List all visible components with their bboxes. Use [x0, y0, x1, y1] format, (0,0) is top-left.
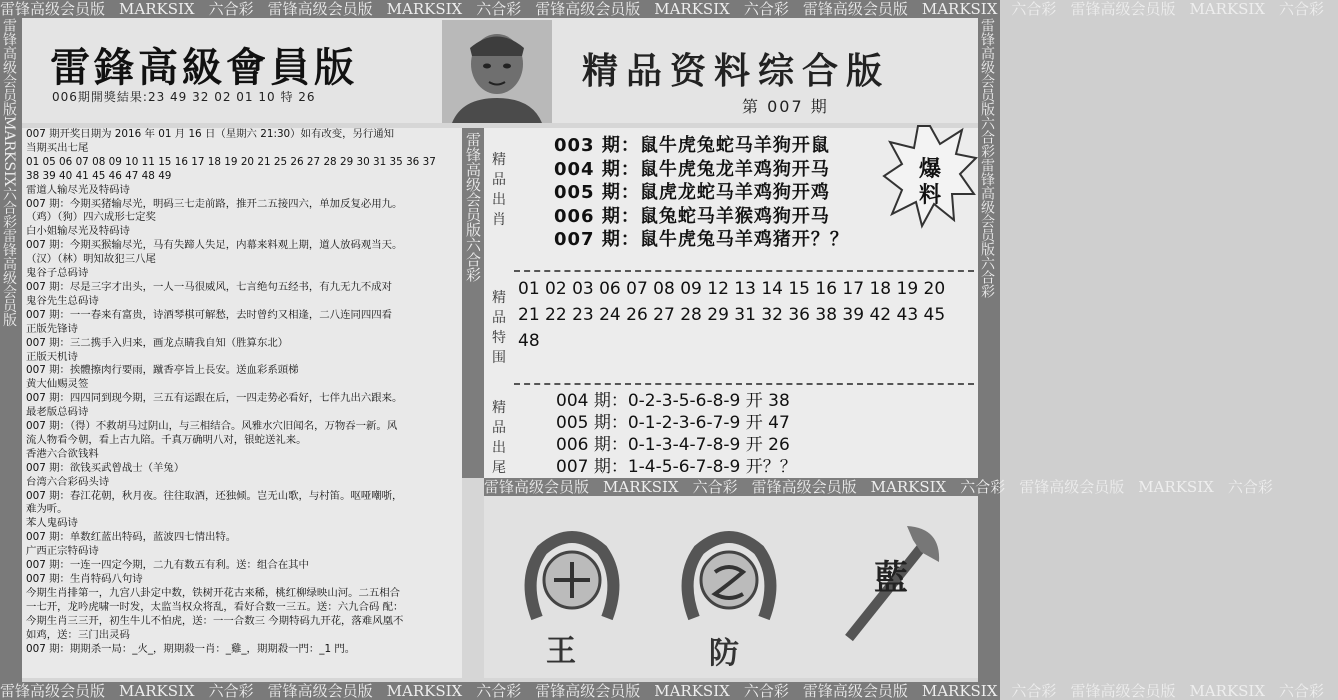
poem-line: 007 期：春江花朝，秋月夜。往往取酒，还独倾。岂无山歌，与村笛。呕哑嘲哳，	[26, 489, 403, 502]
tail-section-label	[488, 398, 510, 478]
poem-line: 007 期：（得）不救胡马过阴山，与三相结合。风雅水穴旧闻名，万物吞一新。风	[26, 420, 398, 433]
banner-text: 雷锋高级会员版	[751, 478, 857, 496]
left-side-band: 雷锋高级会员版MARKSIX六合彩雷锋高级会员版	[0, 18, 22, 682]
banner-text: 雷锋高级会员版	[802, 0, 908, 18]
banner-text: 雷锋高级会员版	[1070, 0, 1176, 18]
tail-row: 006 期：0-1-3-4-7-8-9 开 26	[556, 435, 790, 455]
baoliao-badge	[884, 124, 976, 229]
banner-text: 六合彩	[692, 478, 738, 496]
portrait-image	[442, 20, 552, 123]
banner-text: MARKSIX	[921, 0, 998, 18]
poem-line: 007 期：四四同到现今期，三五有运跟在后，一四走势必看好，七伴九出六跟来。	[26, 392, 403, 405]
divider	[514, 270, 974, 272]
poem-line: 鬼谷子总码诗	[26, 267, 89, 280]
banner-text: MARKSIX	[654, 0, 730, 18]
banner-text: 雷锋高级会员版	[0, 682, 106, 700]
poem-line: 007 期：今期买猴输尽光，马有失蹄人失足，内幕来料观上期，道人放码观当天。	[26, 239, 403, 252]
poem-line: 难为听。	[26, 503, 68, 516]
section-label-char: 围	[492, 350, 506, 366]
banner-text: MARKSIX	[870, 478, 947, 496]
horseshoe-coin-icon	[522, 528, 622, 628]
poem-line: 黄大仙赐灵签	[26, 378, 89, 391]
issue-number: 第 007 期	[742, 97, 829, 116]
section-label-char: 精	[492, 400, 506, 416]
poem-line: 007 期：生肖特码八句诗	[26, 573, 143, 585]
divider	[514, 383, 974, 385]
banner-text: 雷锋高级会员版	[1019, 478, 1125, 496]
zodiac-animals: 鼠兔蛇马羊猴鸡狗开马	[639, 205, 830, 227]
zodiac-animals: 鼠牛虎兔马羊鸡猪开？？	[639, 229, 849, 250]
coin-label-1: 王	[546, 634, 576, 669]
banner-text: 六合彩	[1279, 0, 1325, 18]
banner-text: MARKSIX	[119, 0, 195, 18]
zodiac-issue: 007 期：	[554, 229, 640, 250]
poem-line: 最老版总码诗	[26, 406, 89, 419]
middle-band: 雷锋高级会员版六合彩	[462, 128, 484, 478]
poem-line: 007 期：一连一四定今期，二九有数五有利。送：组合在其中	[26, 559, 309, 572]
poem-line: 007 期：今期买猪输尽光，明码三七走前路，推开二五接四六，单加反复必用九。	[26, 197, 403, 210]
poem-line: 007 期：单数红蓝出特码，蓝波四七情出特。	[26, 531, 237, 544]
right-side-band: 雷锋高级会员版六合彩雷锋高级会员版六合彩	[978, 18, 1000, 682]
header	[22, 18, 978, 123]
coin-label-2: 防	[709, 636, 739, 671]
section-label-char: 出	[492, 192, 506, 208]
zodiac-animals: 鼠虎龙蛇马羊鸡狗开鸡	[639, 182, 830, 203]
section-label-char: 品	[492, 420, 506, 436]
section-label-char: 尾	[492, 460, 506, 476]
poem-line: 007 期：尽是三字才出头，一人一马很威风，七言绝句五经书，有九无九不成对	[26, 280, 393, 293]
poem-line: 一七开，龙吟虎啸一时发，太监当权众将乱，看好合数一三五。送：六九合码 配：	[26, 600, 404, 613]
tail-row: 005 期：0-1-2-3-6-7-9 开 47	[556, 413, 790, 433]
poem-line: 007 期：期期杀一局：_火_，期期殺一肖：_雞_，期期殺一門：_1 門。	[26, 642, 356, 655]
poem-line: 007 期：挨體擦肉行要雨，蹴香亭旨上長安。送血彩系頭梯	[26, 364, 299, 377]
poem-line: 流人物看今朝，看上古九陪。千真万确明八对，银蛇送礼来。	[26, 433, 307, 446]
top-banner	[0, 0, 1325, 18]
poem-line: 今期生肖三三开，初生牛儿不怕虎，送：一一合数三 今期特码九开花，落难风凰不	[26, 614, 404, 627]
banner-text: 六合彩	[1227, 478, 1273, 496]
zodiac-row	[554, 228, 849, 252]
poem-line: （汉）（林）明知故犯三八尾	[26, 253, 156, 266]
poem-line: 如鸡，送：三门出灵码	[26, 628, 130, 641]
zodiac-row	[554, 158, 849, 182]
baoliao-text: 爆料	[918, 156, 942, 208]
banner-text: 雷锋高级会员版	[267, 0, 373, 18]
banner-text: 雷锋高级会员版	[802, 682, 908, 700]
zodiac-animals: 鼠牛虎兔龙羊鸡狗开马	[639, 158, 830, 180]
page-title-right: 精品资料综合版	[582, 50, 891, 92]
zodiac-section-label	[488, 150, 510, 230]
zodiac-issue: 003 期：	[554, 135, 640, 156]
poem-line: 007 期：三二携手入归来，画龙点睛我自知（胜算东北）	[26, 336, 289, 349]
zodiac-row	[554, 205, 849, 229]
section-label-char: 品	[492, 310, 506, 326]
poem-line: 正版先锋诗	[26, 322, 78, 335]
banner-text: 六合彩	[476, 0, 522, 18]
poem-line: 台湾六合彩码头诗	[26, 475, 110, 488]
section-label-char: 特	[492, 330, 506, 346]
banner-text: 雷锋高级会员版	[0, 0, 106, 18]
banner-text: 六合彩	[1279, 682, 1325, 700]
banner-text: MARKSIX	[1189, 0, 1266, 18]
banner-text: MARKSIX	[654, 682, 730, 700]
banner-text: 六合彩	[960, 478, 1006, 496]
banner-text: MARKSIX	[119, 682, 195, 700]
section-label-char: 肖	[492, 212, 506, 228]
draw-result: 006期開獎結果:23 49 32 02 01 10 特 26	[52, 90, 316, 104]
banner-text: 雷锋高级会员版	[484, 478, 590, 496]
banner-text: MARKSIX	[386, 0, 463, 18]
poem-line: 007 期：欲钱买武曾战士（羊兔）	[26, 461, 185, 474]
predictions-panel	[484, 128, 978, 478]
numbers-line: 48	[518, 331, 540, 351]
zodiac-row	[554, 134, 849, 158]
banner-text: MARKSIX	[1189, 682, 1266, 700]
zodiac-animals: 鼠牛虎兔蛇马羊狗开鼠	[639, 135, 830, 156]
poem-line: 01 05 06 07 08 09 10 11 15 16 17 18 19 20 21 25 26 27 28 29 30 31 35 36 37	[26, 155, 436, 168]
numbers-line: 21 22 23 24 26 27 28 29 31 32 36 38 39 42 43 45	[518, 305, 946, 325]
poem-line: 今期生肖排第一，九宫八卦定中数，铁树开花古来稀，桃红柳绿映山河。二五相合	[26, 586, 401, 599]
numbers-section-label	[488, 288, 510, 368]
page-title-left: 雷鋒高級會員版	[50, 44, 358, 91]
poem-line: 雷道人输尽光及特码诗	[26, 183, 130, 196]
bottom-banner	[0, 682, 1325, 700]
poem-line: 007 期开奖日期为 2016 年 01 月 16 日（星期六 21:30）如有改变，另行通知	[26, 128, 395, 140]
zodiac-issue: 004 期：	[554, 158, 640, 180]
tail-row: 004 期：0-2-3-5-6-8-9 开 38	[556, 391, 790, 411]
banner-text: 六合彩	[743, 0, 789, 18]
tail-row: 007 期：1-4-5-6-7-8-9 开？？	[556, 457, 797, 477]
coin-area	[484, 478, 1273, 678]
banner-text: 六合彩	[476, 682, 522, 700]
poem-line: 白小姐输尽光及特码诗	[26, 225, 130, 238]
zodiac-issue: 005 期：	[554, 182, 640, 203]
banner-text: MARKSIX	[386, 682, 463, 700]
numbers-list	[518, 276, 958, 354]
poem-line: （鸡）（狗）四六成形七定奖	[26, 211, 156, 224]
banner-text: 雷锋高级会员版	[535, 0, 641, 18]
section-label-char: 出	[492, 440, 506, 456]
tail-rows	[556, 390, 797, 478]
poem-line: 正版天机诗	[26, 350, 78, 363]
banner-text: MARKSIX	[603, 478, 679, 496]
banner-text: MARKSIX	[921, 682, 998, 700]
banner-text: 雷锋高级会员版	[267, 682, 373, 700]
section-label-char: 品	[492, 172, 506, 188]
coin-label-3: 藍	[874, 558, 908, 598]
zodiac-issue: 006 期：	[554, 205, 640, 227]
banner-text: 六合彩	[1011, 682, 1057, 700]
zodiac-row	[554, 181, 849, 205]
poem-line: 香港六合欲钱料	[26, 447, 99, 460]
zodiac-rows	[554, 134, 849, 252]
banner-text: MARKSIX	[1138, 478, 1214, 496]
section-label-char: 精	[492, 290, 506, 306]
poem-column	[22, 128, 462, 678]
numbers-line: 01 02 03 06 07 08 09 12 13 14 15 16 17 18 19 20	[518, 279, 946, 299]
banner-text: 雷锋高级会员版	[1070, 682, 1176, 700]
banner-text: 六合彩	[208, 682, 254, 700]
poem-line: 鬼谷先生总码诗	[26, 294, 99, 307]
banner-text: 六合彩	[208, 0, 254, 18]
banner-text: 六合彩	[1011, 0, 1057, 18]
poem-line: 广西正宗特码诗	[26, 545, 99, 558]
banner-text: 六合彩	[743, 682, 789, 700]
poem-line: 苯人鬼码诗	[26, 517, 78, 530]
poem-line: 38 39 40 41 45 46 47 48 49	[26, 169, 172, 182]
coin-area-banner	[484, 478, 1273, 496]
poem-line: 007 期：一一春来有富贵，诗酒琴棋可解愁，去时曾约又相逢，二八连同四四看	[26, 308, 393, 321]
section-label-char: 精	[492, 152, 506, 168]
poem-line: 当期买出七尾	[26, 141, 89, 154]
horseshoe-coin-icon	[679, 528, 779, 628]
banner-text: 雷锋高级会员版	[535, 682, 641, 700]
